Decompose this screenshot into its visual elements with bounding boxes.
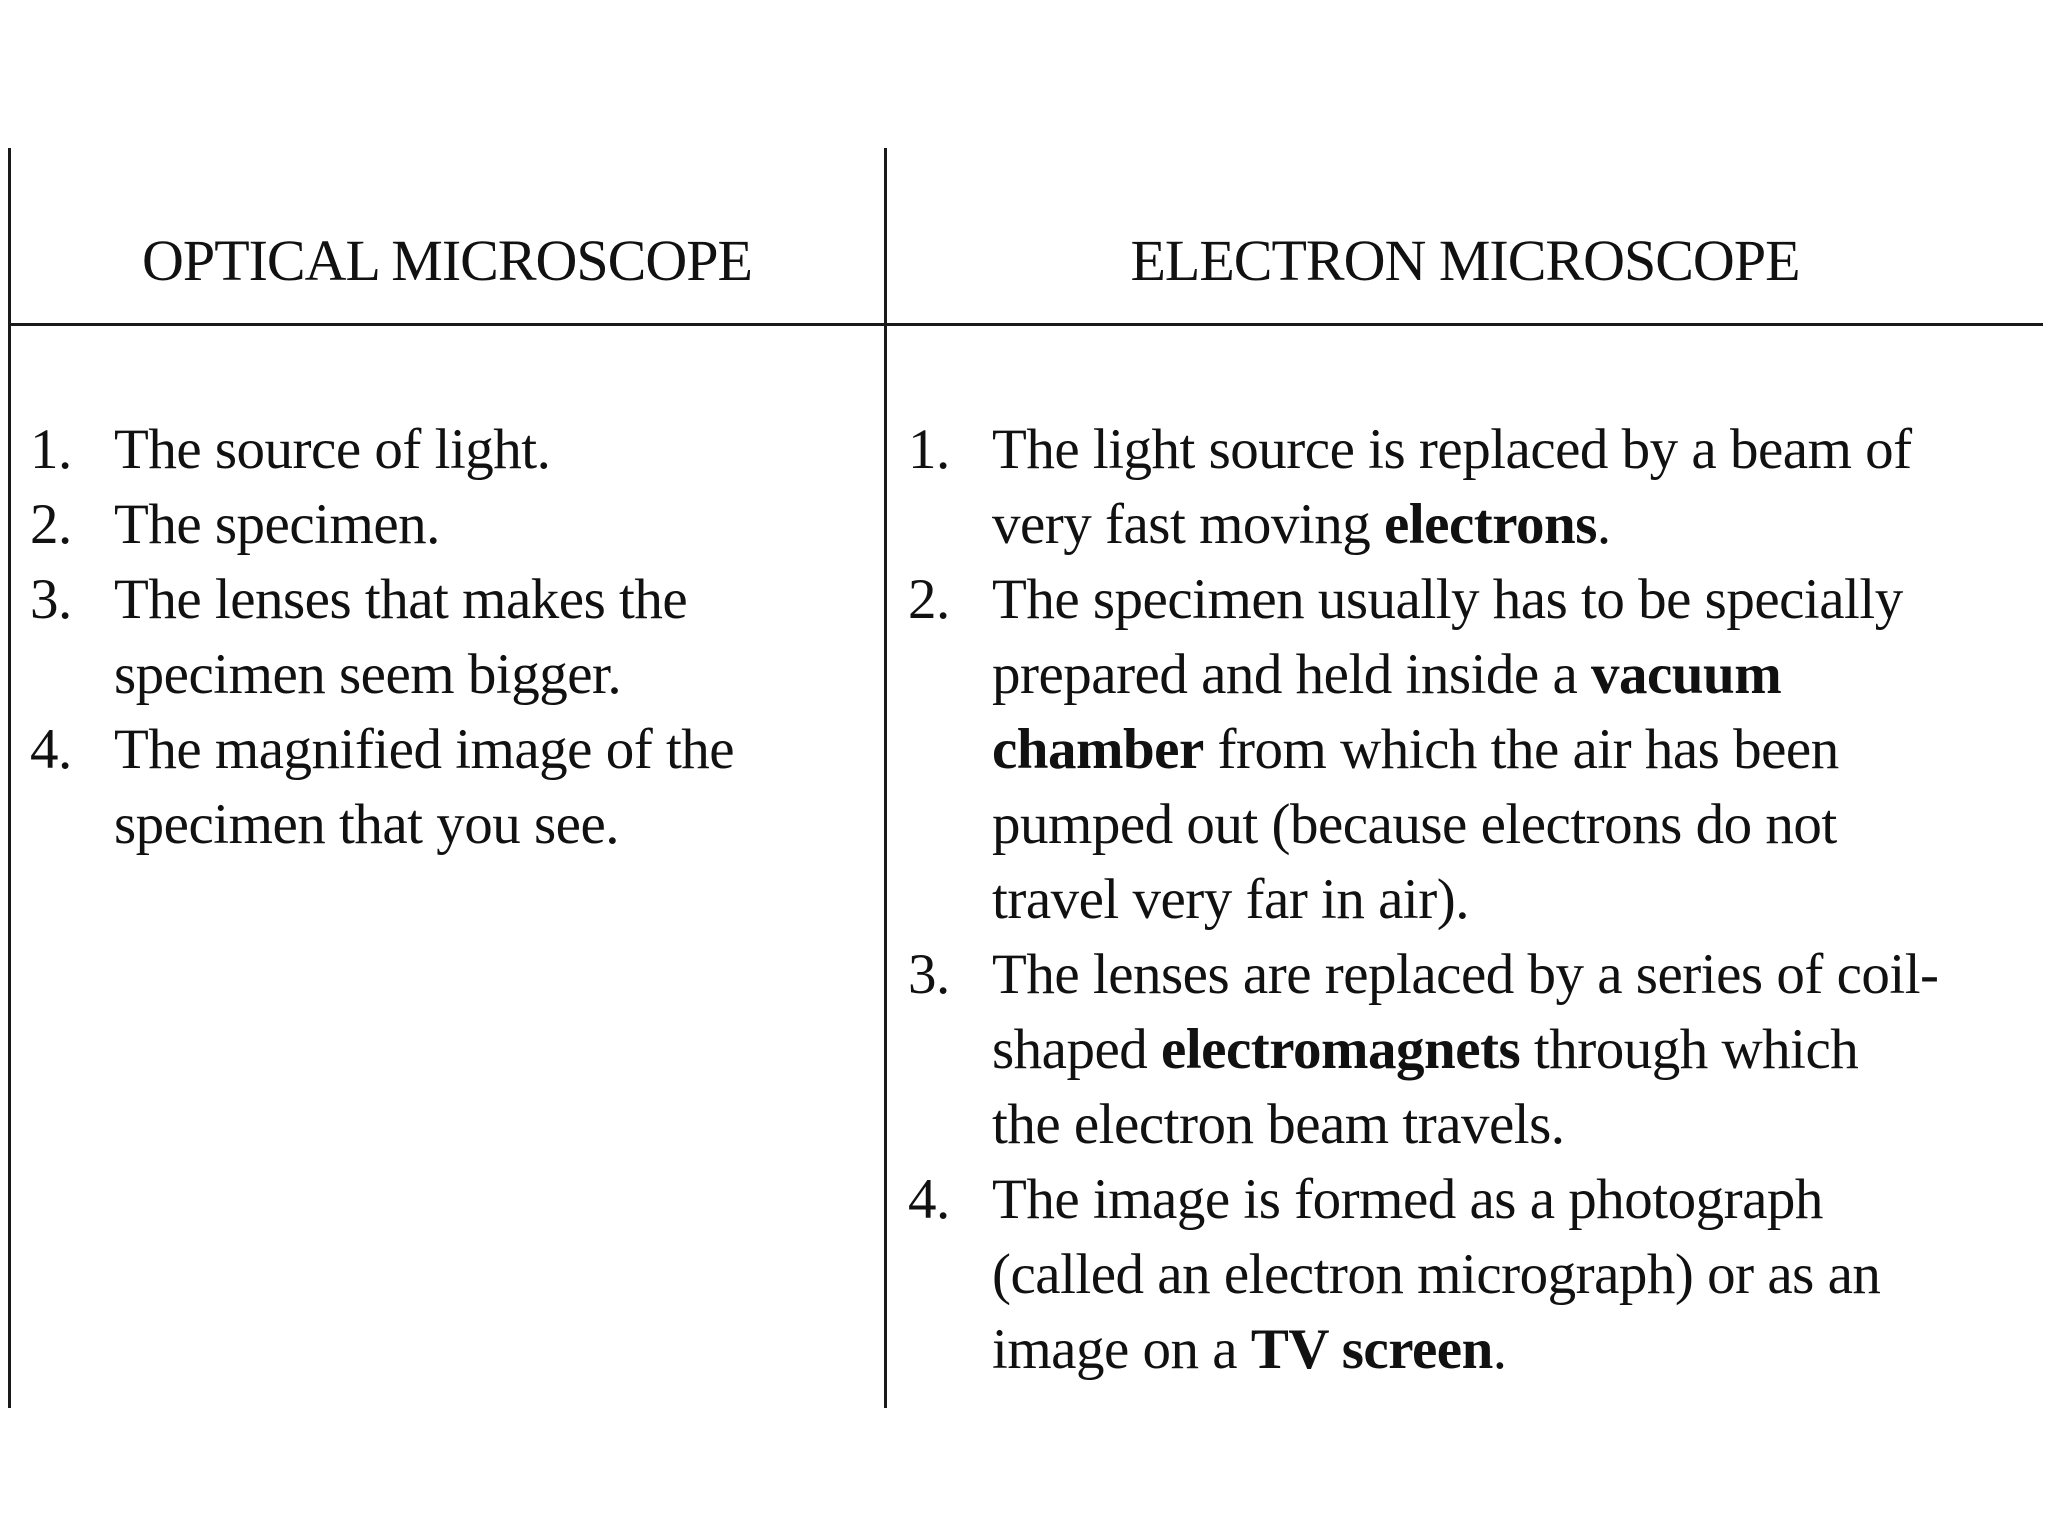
list-item-text: The specimen.: [114, 493, 440, 556]
list-item: [908, 1162, 2033, 1387]
list-item-number: 4.: [908, 1168, 950, 1231]
list-item: [908, 562, 2033, 937]
list-item-text: The specimen usually has to be specially: [992, 568, 1903, 631]
list-item-text: prepared and held inside a: [992, 643, 1591, 706]
list-item-line: [992, 1312, 2033, 1387]
list-item-bold-term: electromagnets: [1161, 1018, 1521, 1081]
list-item-text: very fast moving: [992, 493, 1385, 556]
list-item-text: shaped: [992, 1018, 1162, 1081]
list-item-text: pumped out (because electrons do not: [992, 793, 1837, 856]
list-item-number: 3.: [908, 943, 950, 1006]
list-item-line: [992, 712, 2033, 787]
electron-microscope-list: [908, 412, 2033, 1387]
list-item-number: 1.: [30, 418, 72, 481]
list-item: [30, 712, 880, 862]
list-item-line: [992, 862, 2033, 937]
list-item-line: [992, 1012, 2033, 1087]
table-header-divider: [8, 323, 2043, 326]
list-item-line: [992, 787, 2033, 862]
list-item-number: 3.: [30, 568, 72, 631]
list-item-text: The magnified image of the: [114, 718, 735, 781]
list-item-text: the electron beam travels.: [992, 1093, 1565, 1156]
list-item-line: [992, 937, 2033, 1012]
list-item-line: [114, 787, 880, 862]
list-item-text: .: [1492, 1318, 1507, 1381]
list-item-line: [992, 1087, 2033, 1162]
list-item-text: through which: [1520, 1018, 1859, 1081]
list-item-text: specimen that you see.: [114, 793, 620, 856]
list-item-number: 1.: [908, 418, 950, 481]
list-item-text: The lenses are replaced by a series of coil-: [992, 943, 1939, 1006]
list-item-bold-term: vacuum: [1591, 643, 1782, 706]
list-item-number: 2.: [30, 493, 72, 556]
optical-microscope-list: [30, 412, 880, 862]
list-item-line: [114, 412, 880, 487]
list-item-text: .: [1596, 493, 1611, 556]
list-item-line: [114, 562, 880, 637]
list-item-bold-term: TV screen: [1250, 1318, 1493, 1381]
list-item-line: [992, 562, 2033, 637]
electron-microscope-header: ELECTRON MICROSCOPE: [1130, 227, 1800, 293]
list-item: [30, 487, 880, 562]
list-item-line: [114, 487, 880, 562]
list-item-text: (called an electron micrograph) or as an: [992, 1243, 1881, 1306]
list-item-text: specimen seem bigger.: [114, 643, 622, 706]
list-item-line: [992, 412, 2033, 487]
list-item-number: 2.: [908, 568, 950, 631]
list-item-text: image on a: [992, 1318, 1251, 1381]
list-item: [30, 562, 880, 712]
list-item: [908, 412, 2033, 562]
list-item-text: travel very far in air).: [992, 868, 1469, 931]
list-item-line: [992, 637, 2033, 712]
list-item-number: 4.: [30, 718, 72, 781]
list-item-text: The source of light.: [114, 418, 551, 481]
list-item-bold-term: chamber: [992, 718, 1204, 781]
list-item-line: [114, 637, 880, 712]
list-item-text: The image is formed as a photograph: [992, 1168, 1823, 1231]
list-item-line: [114, 712, 880, 787]
list-item-text: The light source is replaced by a beam of: [992, 418, 1912, 481]
list-item-text: The lenses that makes the: [114, 568, 688, 631]
list-item-bold-term: electrons: [1384, 493, 1597, 556]
table-column-divider: [884, 148, 887, 1408]
list-item-text: from which the air has been: [1203, 718, 1839, 781]
list-item-line: [992, 1237, 2033, 1312]
list-item: [30, 412, 880, 487]
list-item-line: [992, 487, 2033, 562]
table-left-border: [8, 148, 11, 1408]
list-item: [908, 937, 2033, 1162]
list-item-line: [992, 1162, 2033, 1237]
optical-microscope-header: OPTICAL MICROSCOPE: [142, 227, 752, 293]
